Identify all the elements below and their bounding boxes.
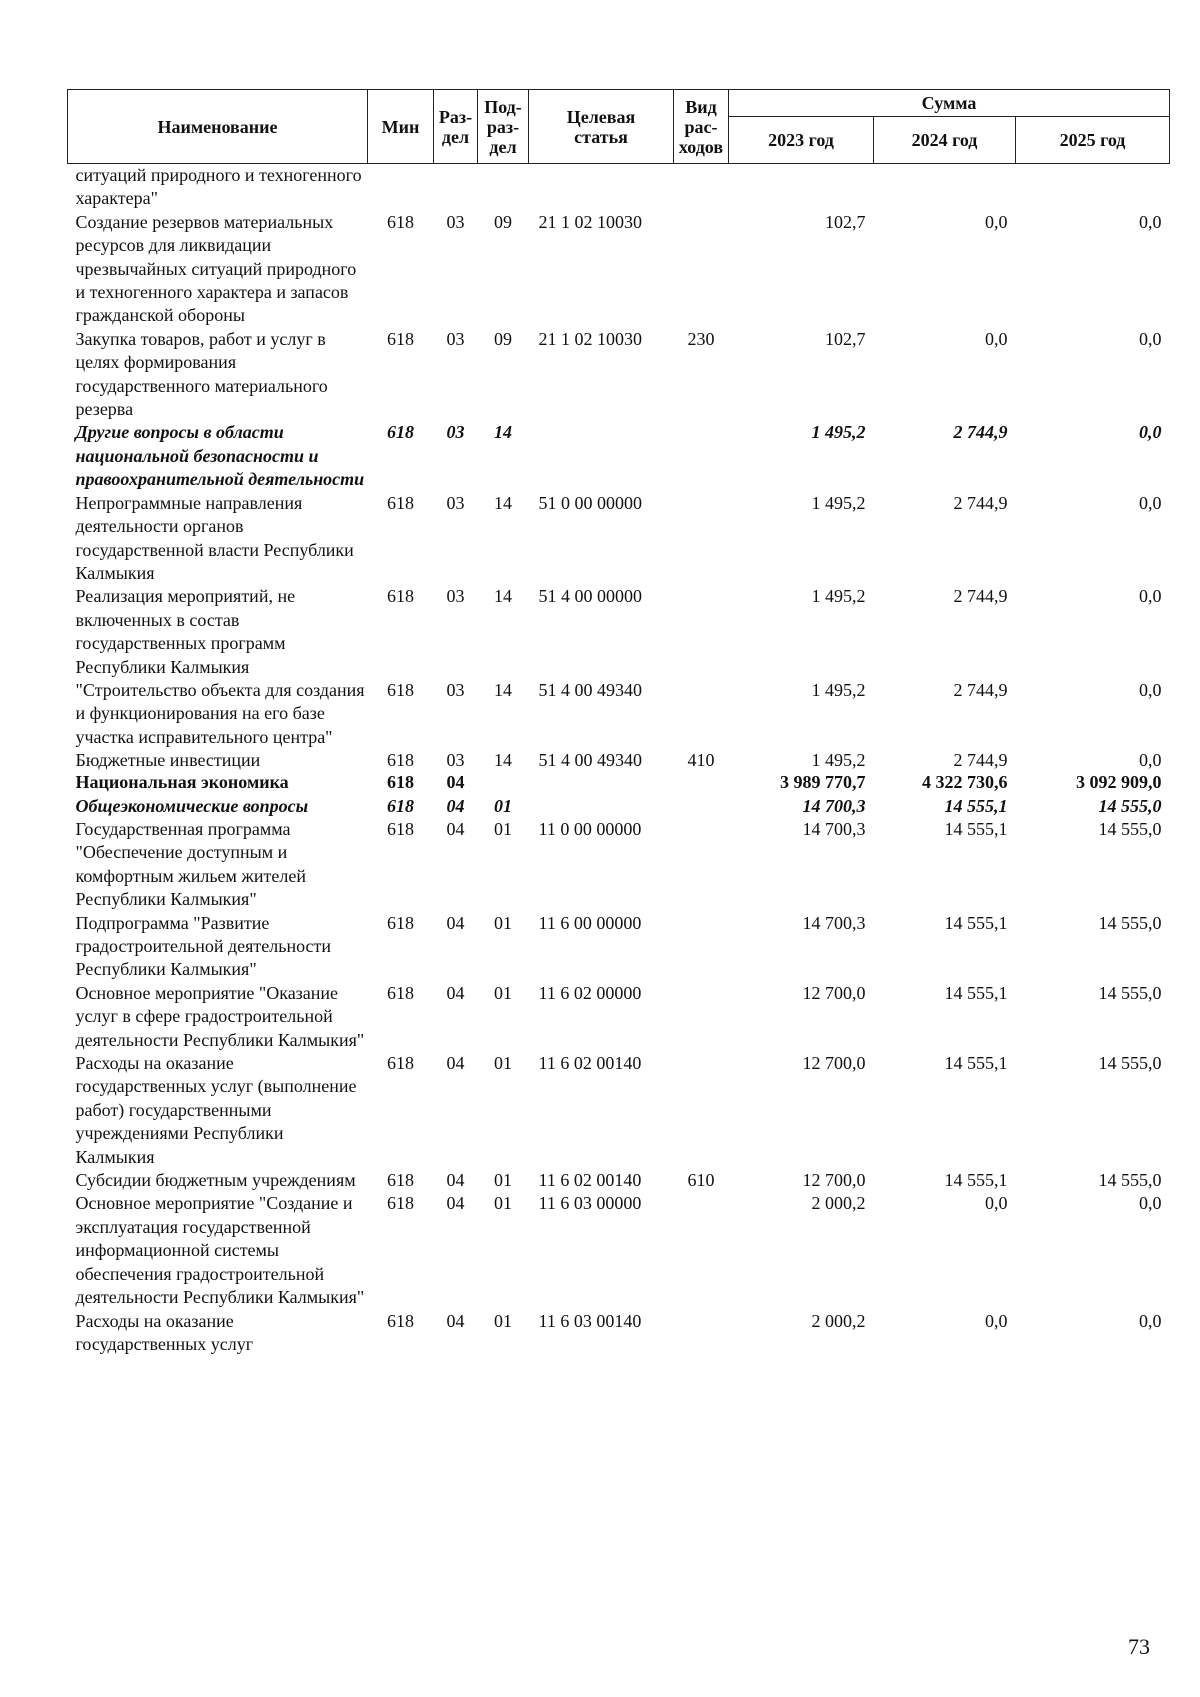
- row-vid: [674, 211, 729, 328]
- table-header: [68, 90, 1170, 164]
- row-2024: 4 322 730,6: [922, 772, 1008, 793]
- row-razdel: 04: [446, 912, 465, 933]
- row-2025: 14 555,0: [1098, 818, 1162, 839]
- row-2023: 1 495,2: [811, 586, 866, 607]
- row-2025: 14 555,0: [1098, 982, 1162, 1003]
- row-razdel: 04: [446, 772, 465, 793]
- row-2025: 0,0: [1139, 1193, 1162, 1214]
- row-vid: [674, 818, 729, 912]
- row-2024: 14 555,1: [944, 912, 1008, 933]
- row-celevaya: 11 6 03 00000: [538, 1193, 642, 1214]
- header-summa: Сумма: [729, 90, 1170, 117]
- row-min: 618: [387, 328, 414, 349]
- row-podrazdel: 14: [494, 679, 512, 700]
- row-name: Непрограммные направления деятельности органов государственной власти Республики Калмыкия: [75, 492, 354, 583]
- row-2025: 14 555,0: [1098, 795, 1162, 816]
- table-row: [68, 679, 1170, 749]
- row-2024: 2 744,9: [953, 750, 1008, 771]
- row-2024: 2 744,9: [953, 492, 1008, 513]
- row-vid: [674, 912, 729, 982]
- row-2023: 102,7: [825, 211, 866, 232]
- row-2023: 1 495,2: [811, 750, 866, 771]
- row-name: Реализация мероприятий, не включенных в состав государственных программ Республики Калмыкия: [75, 586, 296, 677]
- table-row: [68, 1192, 1170, 1309]
- row-2025: 14 555,0: [1098, 1053, 1162, 1074]
- row-podrazdel: 01: [494, 1193, 512, 1214]
- row-min: 618: [387, 795, 414, 816]
- row-podrazdel: 14: [494, 492, 512, 513]
- table-body: [68, 164, 1170, 1357]
- row-razdel: 04: [446, 1170, 465, 1191]
- row-2025: 0,0: [1139, 679, 1162, 700]
- row-vid: 230: [687, 328, 715, 349]
- table-row: [68, 164, 1170, 211]
- row-2024: 0,0: [985, 1193, 1008, 1214]
- row-min: 618: [387, 422, 414, 443]
- page-number: 73: [1128, 1634, 1150, 1659]
- row-celevaya: 51 4 00 00000: [538, 586, 642, 607]
- row-2025: 0,0: [1139, 1310, 1162, 1331]
- header-name: Наименование: [68, 90, 368, 164]
- row-min: 618: [387, 912, 414, 933]
- row-podrazdel: 14: [494, 750, 512, 771]
- row-2025: 0,0: [1139, 492, 1162, 513]
- header-vid: Вид рас- ходов: [674, 90, 729, 164]
- row-min: 618: [387, 750, 414, 771]
- row-razdel: 03: [446, 586, 465, 607]
- row-min: 618: [387, 1170, 414, 1191]
- row-celevaya: 51 0 00 00000: [538, 492, 642, 513]
- row-vid: 610: [687, 1170, 715, 1191]
- row-podrazdel: 09: [494, 211, 512, 232]
- row-podrazdel: 14: [494, 586, 512, 607]
- row-name: Национальная экономика: [75, 772, 289, 793]
- row-name: Общеэкономические вопросы: [75, 795, 309, 816]
- row-podrazdel: 01: [494, 912, 512, 933]
- row-2025: 14 555,0: [1098, 1170, 1162, 1191]
- row-min: 618: [387, 818, 414, 839]
- row-celevaya: [529, 421, 674, 491]
- row-2023: 1 495,2: [811, 679, 866, 700]
- row-podrazdel: 01: [494, 1310, 512, 1331]
- row-celevaya: 11 6 02 00000: [538, 982, 642, 1003]
- row-2025: 0,0: [1139, 750, 1162, 771]
- table-row: [68, 982, 1170, 1052]
- row-celevaya: 21 1 02 10030: [538, 211, 642, 232]
- table-row: [68, 492, 1170, 586]
- table-row: [68, 795, 1170, 818]
- row-podrazdel: 01: [494, 1053, 512, 1074]
- row-name: "Строительство объекта для создания и функционирования на его базе участка исправительного центра": [75, 679, 365, 747]
- row-podrazdel: 01: [494, 1170, 512, 1191]
- row-razdel: 03: [446, 211, 465, 232]
- row-razdel: 03: [446, 422, 465, 443]
- row-vid: [674, 585, 729, 679]
- row-2023: 12 700,0: [802, 982, 866, 1003]
- row-name: Создание резервов материальных ресурсов для ликвидации чрезвычайных ситуаций природного и техногенного характера и запасов гражданской обороны: [75, 211, 357, 326]
- row-2025: 3 092 909,0: [1076, 772, 1162, 793]
- row-name: Бюджетные инвестиции: [75, 750, 261, 771]
- header-celevaya: Целевая статья: [529, 90, 674, 164]
- row-razdel: 03: [446, 750, 465, 771]
- row-min: 618: [387, 492, 414, 513]
- row-2024: 14 555,1: [944, 1170, 1008, 1191]
- budget-table: [67, 89, 1170, 1356]
- row-min: 618: [387, 211, 414, 232]
- row-razdel: 04: [446, 1193, 465, 1214]
- row-name: Основное мероприятие "Оказание услуг в сфере градостроительной деятельности Республики Калмыкия": [75, 982, 365, 1050]
- row-vid: [674, 1052, 729, 1169]
- row-vid: [674, 771, 729, 794]
- row-vid: [674, 679, 729, 749]
- row-2023: 3 989 770,7: [780, 772, 866, 793]
- row-celevaya: 11 6 02 00140: [538, 1170, 642, 1191]
- row-vid: [674, 795, 729, 818]
- row-razdel: 04: [446, 818, 465, 839]
- row-celevaya: 51 4 00 49340: [538, 679, 642, 700]
- header-razdel: Раз- дел: [434, 90, 478, 164]
- row-razdel: 03: [446, 492, 465, 513]
- row-celevaya: 11 6 02 00140: [538, 1053, 642, 1074]
- row-2023: 2 000,2: [811, 1193, 866, 1214]
- row-min: 618: [387, 1193, 414, 1214]
- table-row: [68, 771, 1170, 794]
- row-2024: 14 555,1: [944, 1053, 1008, 1074]
- row-vid: [674, 421, 729, 491]
- row-2024: 14 555,1: [944, 795, 1008, 816]
- row-razdel: 03: [446, 328, 465, 349]
- row-celevaya: [529, 164, 674, 211]
- row-podrazdel: [478, 771, 529, 794]
- row-name: Подпрограмма "Развитие градостроительной деятельности Республики Калмыкия": [75, 912, 332, 980]
- row-min: 618: [387, 772, 414, 793]
- table-row: [68, 1169, 1170, 1192]
- row-2024: 2 744,9: [953, 422, 1008, 443]
- row-celevaya: 51 4 00 49340: [538, 750, 642, 771]
- table-row: [68, 421, 1170, 491]
- row-podrazdel: [478, 164, 529, 211]
- row-2023: 1 495,2: [811, 492, 866, 513]
- row-vid: [674, 1310, 729, 1357]
- header-min: Мин: [368, 90, 434, 164]
- header-2024: 2024 год: [874, 117, 1016, 164]
- row-2024: 0,0: [985, 1310, 1008, 1331]
- row-name: Другие вопросы в области национальной безопасности и правоохранительной деятельности: [75, 422, 365, 490]
- row-2023: 2 000,2: [811, 1310, 866, 1331]
- table-row: [68, 818, 1170, 912]
- row-razdel: 04: [446, 1053, 465, 1074]
- row-vid: [674, 1192, 729, 1309]
- row-razdel: 04: [446, 795, 465, 816]
- row-2024: 2 744,9: [953, 679, 1008, 700]
- row-podrazdel: 14: [494, 422, 512, 443]
- row-2024: 14 555,1: [944, 818, 1008, 839]
- table-row: [68, 749, 1170, 771]
- row-name: Основное мероприятие "Создание и эксплуатация государственной информационной системы обеспечения градостроительной деятельности Республики Калмыкия": [75, 1193, 365, 1308]
- row-2024: 2 744,9: [953, 586, 1008, 607]
- row-podrazdel: 01: [494, 818, 512, 839]
- header-2023: 2023 год: [729, 117, 874, 164]
- row-name: Субсидии бюджетным учреждениям: [75, 1170, 356, 1191]
- table-row: [68, 1310, 1170, 1357]
- row-razdel: 03: [446, 679, 465, 700]
- row-2023: 1 495,2: [811, 422, 866, 443]
- table-row: [68, 211, 1170, 328]
- row-name: Расходы на оказание государственных услуг (выполнение работ) государственными учреждениями Республики Калмыкия: [75, 1053, 357, 1167]
- table-row: [68, 585, 1170, 679]
- header-2025: 2025 год: [1016, 117, 1170, 164]
- row-2024: [874, 164, 1016, 211]
- row-2023: 12 700,0: [802, 1170, 866, 1191]
- table-row: [68, 328, 1170, 422]
- row-2023: 14 700,3: [802, 818, 866, 839]
- row-vid: 410: [687, 750, 715, 771]
- row-2025: 0,0: [1139, 422, 1162, 443]
- row-celevaya: 11 6 03 00140: [538, 1310, 642, 1331]
- row-2023: 14 700,3: [802, 912, 866, 933]
- row-celevaya: 21 1 02 10030: [538, 328, 642, 349]
- row-2025: 14 555,0: [1098, 912, 1162, 933]
- row-2023: 12 700,0: [802, 1053, 866, 1074]
- row-2024: 0,0: [985, 211, 1008, 232]
- row-2025: 0,0: [1139, 328, 1162, 349]
- row-2025: 0,0: [1139, 211, 1162, 232]
- row-name: Государственная программа "Обеспечение доступным и комфортным жильем жителей Республики Калмыкия": [75, 818, 306, 910]
- row-2025: 0,0: [1139, 586, 1162, 607]
- row-celevaya: [529, 771, 674, 794]
- row-2023: 14 700,3: [802, 795, 866, 816]
- row-razdel: 04: [446, 1310, 465, 1331]
- row-vid: [674, 492, 729, 586]
- row-min: 618: [387, 1053, 414, 1074]
- row-2025: [1016, 164, 1170, 211]
- row-min: 618: [387, 982, 414, 1003]
- row-2023: [729, 164, 874, 211]
- row-celevaya: 11 6 00 00000: [538, 912, 642, 933]
- row-celevaya: [529, 795, 674, 818]
- row-min: 618: [387, 679, 414, 700]
- row-name: Расходы на оказание государственных услуг: [75, 1310, 254, 1354]
- table-row: [68, 1052, 1170, 1169]
- row-name: Закупка товаров, работ и услуг в целях формирования государственного материального резерва: [75, 328, 328, 420]
- row-2024: 14 555,1: [944, 982, 1008, 1003]
- row-min: 618: [387, 1310, 414, 1331]
- row-min: [368, 164, 434, 211]
- row-razdel: 04: [446, 982, 465, 1003]
- row-podrazdel: 09: [494, 328, 512, 349]
- row-podrazdel: 01: [494, 982, 512, 1003]
- row-razdel: [434, 164, 478, 211]
- row-vid: [674, 982, 729, 1052]
- row-min: 618: [387, 586, 414, 607]
- table-row: [68, 912, 1170, 982]
- row-celevaya: 11 0 00 00000: [538, 818, 642, 839]
- row-name: ситуаций природного и техногенного характера": [75, 165, 362, 209]
- row-podrazdel: 01: [494, 795, 512, 816]
- header-podrazdel: Под- раз- дел: [478, 90, 529, 164]
- row-2023: 102,7: [825, 328, 866, 349]
- row-2024: 0,0: [985, 328, 1008, 349]
- row-vid: [674, 164, 729, 211]
